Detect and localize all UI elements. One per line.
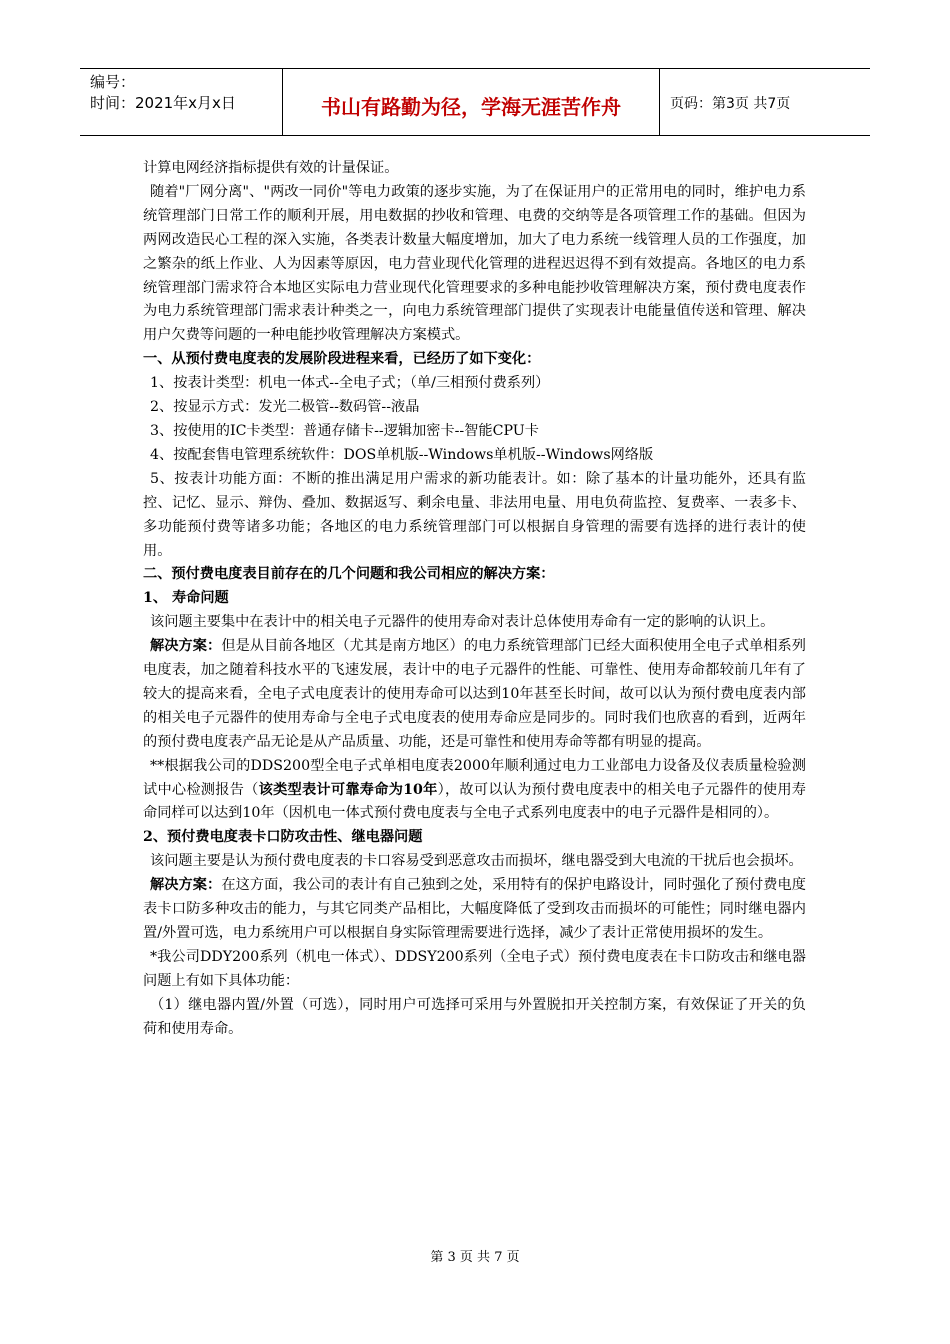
- note-text: **根据我公司的DDS200型全电子式单相电度表2000年顺利通过电力工业部电力设备及仪表质量检验测试中心检测报告（: [143, 757, 806, 798]
- list-item: （1）继电器内置/外置（可选），同时用户可选择可采用与外置脱扣开关控制方案，有效保证了开关的负荷和使用寿命。: [143, 996, 806, 1037]
- solution-label: 解决方案：: [150, 877, 222, 894]
- page-footer: 第 3 页 共 7 页: [430, 1250, 520, 1265]
- solution-label: 解决方案：: [150, 638, 222, 655]
- solution-paragraph: [143, 874, 806, 946]
- header-page-label: 页码：第3页 共7页: [670, 96, 791, 112]
- page-header: [80, 68, 870, 136]
- document-body: [143, 157, 806, 1042]
- paragraph: 随着"厂网分离"、"两改一同价"等电力政策的逐步实施，为了在保证用户的正常用电的同时，维护电力系统管理部门日常工作的顺利开展，用电数据的抄收和管理、电费的交纳等是各项管理工作的基础。但因为两网改造民心工程的深入实施，各类表计数量大幅度增加，加大了电力系统一线管理人员的工作强度，加之繁杂的纸上作业、人为因素等原因，电力营业现代化管理的进程迟迟得不到有效提高。各地区的电力系统管理部门需求符合本地区实际电力营业现代化管理要求的多种电能抄收管理解决方案，预付费电度表作为电力系统管理部门需求表计种类之一，向电力系统管理部门提供了实现表计电能量值传送和管理、解决用户欠费等问题的一种电能抄收管理解决方案模式。: [143, 183, 806, 344]
- header-motto: 书山有路勤为径，学海无涯苦作舟: [283, 69, 660, 135]
- paragraph: 该问题主要是认为预付费电度表的卡口容易受到恶意攻击而损坏，继电器受到大电流的干扰后也会损坏。: [150, 853, 803, 870]
- paragraph: 计算电网经济指标提供有效的计量保证。: [143, 160, 399, 176]
- solution-text: 但是从目前各地区（尤其是南方地区）的电力系统管理部门已经大面积使用全电子式单相系列电度表，加之随着科技水平的飞速发展，表计中的电子元器件的性能、可靠性、使用寿命都较前几年有了较大的提高来看，全电子式电度表计的使用寿命可以达到10年甚至长时间，故可以认为预付费电度表内部的相关电子元器件的使用寿命与全电子式电度表的使用寿命应是同步的。同时我们也欣喜的看到，近两年的预付费电度表产品无论是从产品质量、功能，还是可靠性和使用寿命等都有明显的提高。: [143, 638, 806, 750]
- doc-time-label: 时间：2021年x月x日: [90, 94, 236, 112]
- list-item: 4、按配套售电管理系统软件：DOS单机版--Windows单机版--Windows网络版: [150, 446, 654, 463]
- solution-text: 在这方面，我公司的表计有自己独到之处，采用特有的保护电路设计，同时强化了预付费电度表卡口防多种攻击的能力，与其它同类产品相比，大幅度降低了受到攻击而损坏的可能性；同时继电器内置/外置可选，电力系统用户可以根据自身实际管理需要进行选择，减少了表计正常使用损坏的发生。: [143, 877, 806, 941]
- subsection-heading: 2、预付费电度表卡口防攻击性、继电器问题: [143, 829, 423, 846]
- list-item: 3、按使用的IC卡类型：普通存储卡--逻辑加密卡--智能CPU卡: [150, 422, 539, 439]
- list-item: 5、按表计功能方面：不断的推出满足用户需求的新功能表计。如：除了基本的计量功能外，还具有监控、记忆、显示、辩伪、叠加、数据返写、剩余电量、非法用电量、用电负荷监控、复费率、一表多卡、多功能预付费等诸多功能；各地区的电力系统管理部门可以根据自身管理的需要有选择的进行表计的使用。: [143, 470, 806, 559]
- list-item: 1、按表计类型：机电一体式--全电子式；（单/三相预付费系列）: [150, 375, 550, 392]
- header-meta: [80, 69, 283, 135]
- note-paragraph: *我公司DDY200系列（机电一体式）、DDSY200系列（全电子式）预付费电度表在卡口防攻击和继电器问题上有如下具体功能：: [143, 948, 806, 989]
- subsection-heading: 1、 寿命问题: [143, 590, 229, 607]
- doc-number-label: 编号：: [90, 73, 136, 91]
- list-item: 2、按显示方式：发光二极管--数码管--液晶: [150, 399, 420, 416]
- solution-paragraph: [143, 635, 806, 755]
- note-emphasis: 该类型表计可靠寿命为10年: [258, 781, 438, 798]
- section-heading: 二、预付费电度表目前存在的几个问题和我公司相应的解决方案：: [143, 566, 555, 583]
- section-heading: 一、从预付费电度表的发展阶段进程来看，已经历了如下变化：: [143, 351, 541, 368]
- note-text: ），故可以认为预付费电度表中的相关电子元器件的使用寿命同样可以达到10年（因机电一体式预付费电度表与全电子式系列电度表中的电子元器件是相同的）。: [143, 781, 806, 822]
- note-paragraph: [143, 755, 806, 827]
- paragraph: 该问题主要集中在表计中的相关电子元器件的使用寿命对表计总体使用寿命有一定的影响的认识上。: [150, 614, 775, 631]
